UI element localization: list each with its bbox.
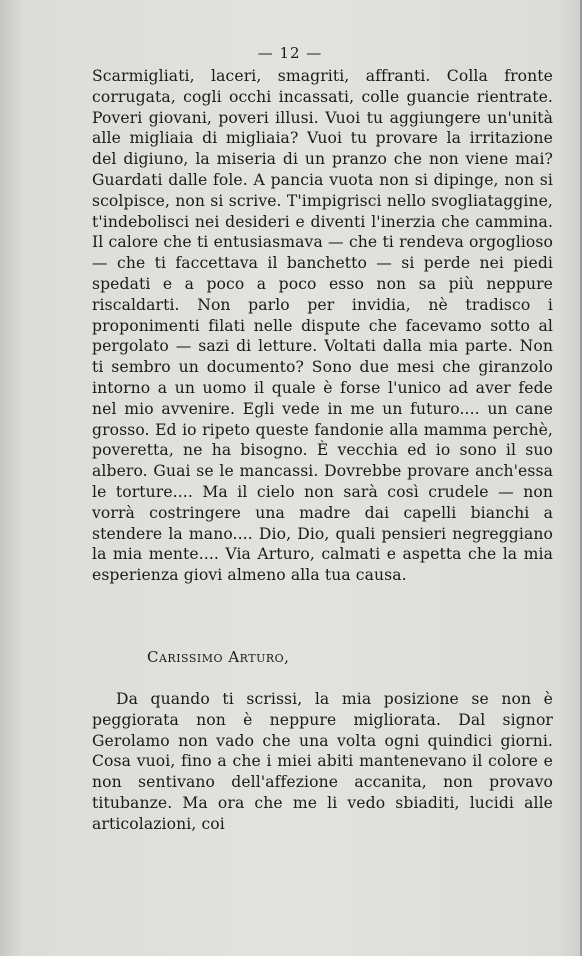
letter-paragraph: Da quando ti scrissi, la mia posizione se non è peggiorata non è neppure migliorata. Dal signor Gerolamo non vado che una volta ogni quindici giorni. Cosa vuoi, fino a che i miei abiti mantenevano il colore e non sentivano dell'affezione accanita, non provavo titubanze. Ma ora che me li vedo sbiaditi, lucidi alle articolazioni, coi bbox=[92, 690, 553, 833]
letter-salutation: Carissimo Arturo, bbox=[147, 648, 290, 666]
body-text bbox=[92, 66, 553, 586]
paragraph: Scarmigliati, laceri, smagriti, affranti. Colla fronte corrugata, cogli occhi incassati, colle guancie rientrate. Poveri giovani, poveri illusi. Vuoi tu aggiungere un'unità alle migliaia di migliaia? Vuoi tu provare la irritazione del digiuno, la miseria di un pranzo che non viene mai? Guardati dalle fole. A pancia vuota non si dipinge, non si scolpisce, non si scrive. T'impigrisci nello svogliataggine, t'indebolisci nei desideri e diventi l'inerzia che cammina. Il calore che ti entusiasmava — che ti rendeva orgoglioso — che ti faccettava il banchetto — si perde nei piedi spedati e a poco a poco esso non sa più neppure riscaldarti. Non parlo per invidia, nè tradisco i proponimenti filati nelle dispute che facevamo sotto al pergolato — sazi di letture. Voltati dalla mia parte. Non ti sembro un documento? Sono due mesi che giranzolo intorno a un uomo il quale è forse l'unico ad aver fede nel mio avvenire. Egli vede in me un futuro.... un cane grosso. Ed io ripeto queste fandonie alla mamma perchè, poveretta, ne ha bisogno. È vecchia ed io sono il suo albero. Guai se le mancassi. Dovrebbe provare anch'essa le torture.... Ma il cielo non sarà così crudele — non vorrà costringere una madre dai capelli bianchi a stendere la mano.... Dio, Dio, quali pensieri negreggiano la mia mente.... Via Arturo, calmati e aspetta che la mia esperienza giovi almeno alla tua causa. bbox=[92, 67, 553, 585]
letter-body bbox=[92, 689, 553, 835]
page-number: — 12 — bbox=[257, 44, 323, 62]
